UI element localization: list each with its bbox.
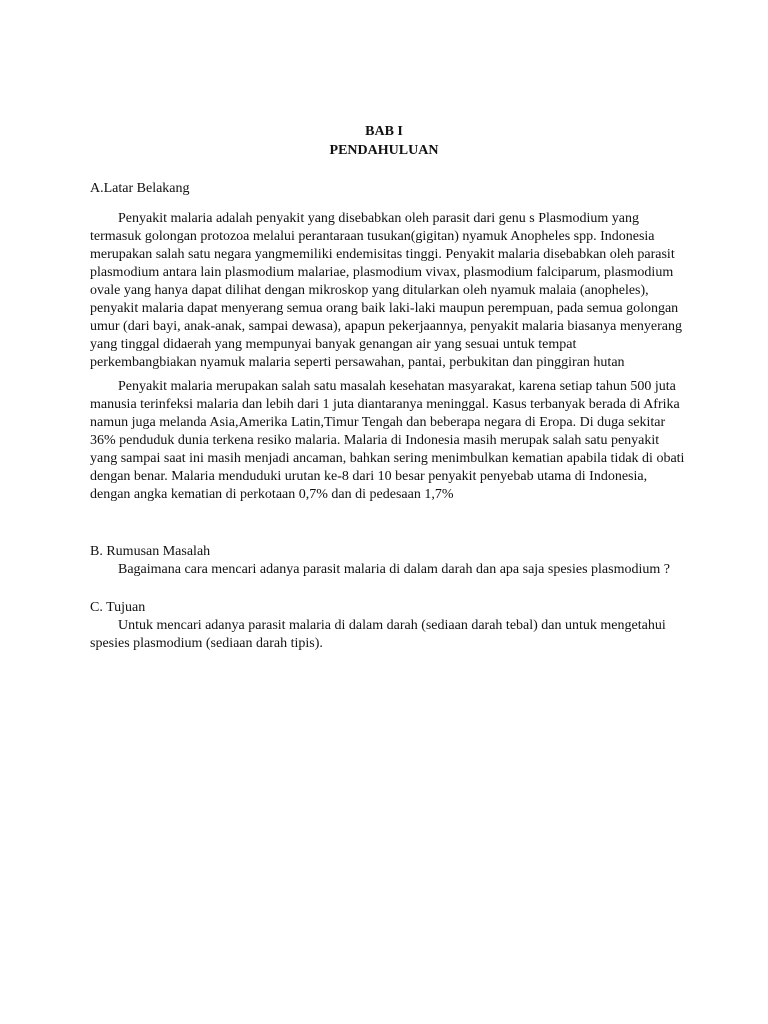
section-c-title: C. Tujuan: [90, 600, 146, 615]
section-a-title: A.Latar Belakang: [90, 181, 190, 196]
paragraph-line: dengan angka kematian di perkotaan 0,7% dan di pedesaan 1,7%: [90, 487, 454, 502]
section-a-paragraph-2: [90, 378, 685, 504]
paragraph-line: dengan benar. Malaria menduduki urutan ke-8 dari 10 besar penyakit penyebab utama di Indonesia,: [90, 469, 648, 484]
paragraph-line: Bagaimana cara mencari adanya parasit malaria di dalam darah dan apa saja spesies plasmodium ?: [118, 562, 670, 577]
paragraph-line: 36% penduduk dunia terkena resiko malaria. Malaria di Indonesia masih merupak salah satu penyakit: [90, 433, 660, 448]
paragraph-line: perkembangbiakan nyamuk malaria seperti persawahan, pantai, perbukitan dan pinggiran hutan: [90, 355, 625, 370]
section-a-paragraph-1: [90, 210, 683, 372]
paragraph-line: penyakit malaria dapat menyerang semua orang baik laki-laki maupun perempuan, pada semua golongan: [90, 301, 679, 316]
paragraph-line: namun juga melanda Asia,Amerika Latin,Timur Tengah dan beberapa negara di Eropa. Di duga sekitar: [90, 415, 666, 430]
chapter-number: BAB I: [365, 124, 403, 139]
paragraph-line: yang sampai saat ini masih menjadi ancaman, bahkan sering menimbulkan kematian apabila tidak di obati: [90, 451, 685, 466]
paragraph-line: spesies plasmodium (sediaan darah tipis).: [90, 636, 323, 651]
section-b-title: B. Rumusan Masalah: [90, 544, 211, 559]
paragraph-line: ovale yang hanya dapat dilihat dengan mikroskop yang ditularkan oleh nyamuk malaia (anopheles),: [90, 283, 649, 298]
paragraph-line: umur (dari bayi, anak-anak, sampai dewasa), apapun pekerjaannya, penyakit malaria biasanya menyerang: [90, 319, 683, 334]
paragraph-line: termasuk golongan protozoa melalui perantaraan tusukan(gigitan) nyamuk Anopheles spp. Indonesia: [90, 229, 655, 244]
paragraph-line: merupakan salah satu negara yangmemiliki endemisitas tinggi. Penyakit malaria disebabkan oleh parasit: [90, 247, 675, 262]
chapter-title: PENDAHULUAN: [329, 143, 439, 158]
paragraph-line: Untuk mencari adanya parasit malaria di dalam darah (sediaan darah tebal) dan untuk mengetahui: [118, 618, 666, 633]
paragraph-line: Penyakit malaria adalah penyakit yang disebabkan oleh parasit dari genu s Plasmodium yang: [118, 211, 639, 226]
paragraph-line: plasmodium antara lain plasmodium malariae, plasmodium vivax, plasmodium falciparum, plasmodium: [90, 265, 674, 280]
paragraph-line: Penyakit malaria merupakan salah satu masalah kesehatan masyarakat, karena setiap tahun 500 juta: [118, 379, 676, 394]
paragraph-line: manusia terinfeksi malaria dan lebih dari 1 juta diantaranya meninggal. Kasus terbanyak berada di Afrika: [90, 397, 680, 412]
section-b-paragraph: [90, 561, 680, 579]
section-c-paragraph: [90, 617, 680, 653]
paragraph-line: yang tinggal didaerah yang mempunyai banyak genangan air yang sesuai untuk tempat: [90, 337, 577, 352]
